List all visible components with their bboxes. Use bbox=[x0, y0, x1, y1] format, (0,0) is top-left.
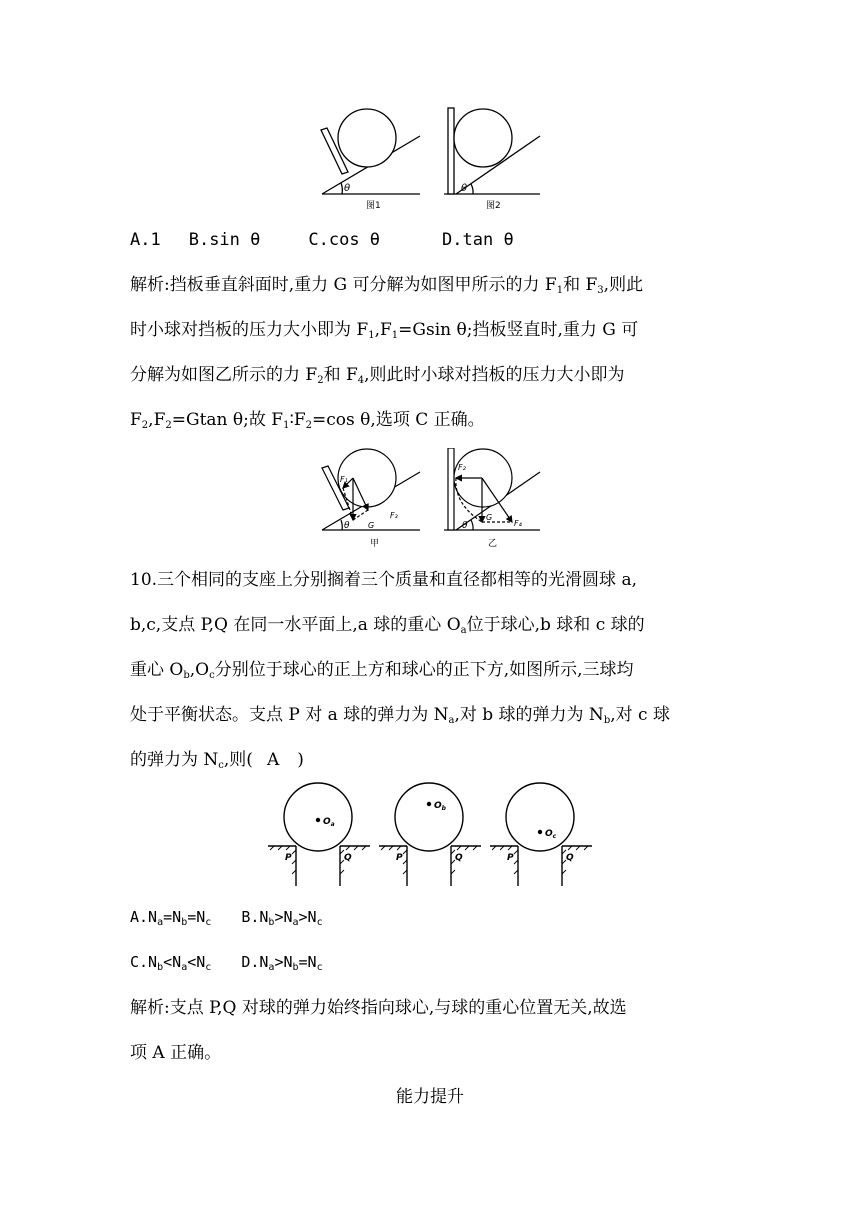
analysis-line: $F_2,F_2=Gtan$ θ;故 $F_1∶F_2=\cos$ θ,选项 C 正确。 bbox=[130, 410, 485, 431]
answer: A bbox=[266, 750, 280, 770]
figure-three-balls bbox=[266, 782, 598, 892]
center-label-a: $O_a$ bbox=[323, 817, 335, 828]
support-label-q: Q bbox=[566, 853, 574, 863]
option-b: $B.N_b>N_a>N_c$ bbox=[241, 908, 323, 928]
analysis-line: 时小球对挡板的压力大小即为 $F_1,F_1=Gsin$ θ;挡板竖直时,重力 G 可 bbox=[130, 320, 639, 341]
theta-label: θ bbox=[344, 521, 350, 531]
support-label-q: Q bbox=[455, 853, 463, 863]
question-10-line: 的弹力为 $N_c$,则( A ) bbox=[130, 750, 304, 771]
figure-caption: 乙 bbox=[488, 539, 498, 549]
force-label: F₂ bbox=[458, 463, 466, 472]
figure-caption: 甲 bbox=[370, 539, 380, 549]
question-10-line: 10.三个相同的支座上分别搁着三个质量和直径都相等的光滑圆球 a, bbox=[130, 570, 637, 590]
option-d: D.tan θ bbox=[442, 230, 514, 250]
question-10-line: 重心 $O_b,O_c$分别位于球心的正上方和球心的正下方,如图所示,三球均 bbox=[130, 660, 634, 681]
figure-force-decomposition bbox=[316, 448, 546, 554]
analysis-line: 分解为如图乙所示的力 $F_2$和 $F_4$,则此时小球对挡板的压力大小即为 bbox=[130, 365, 625, 386]
option-c: C.cos θ bbox=[308, 230, 381, 250]
option-c: $C.N_b<N_a<N_c$ bbox=[130, 953, 212, 973]
question-10-line: b,c,支点 P,Q 在同一水平面上,a 球的重心 $O_a$位于球心,b 球和 c 球的 bbox=[130, 615, 645, 636]
theta-label: θ bbox=[461, 183, 468, 194]
question-10-line: 处于平衡状态。支点 P 对 a 球的弹力为 $N_a$,对 b 球的弹力为 $N_b$,对 c 球 bbox=[130, 705, 670, 726]
analysis-line: 项 A 正确。 bbox=[130, 1043, 222, 1063]
figure-caption: 图2 bbox=[486, 201, 501, 211]
support-label-p: P bbox=[396, 853, 403, 863]
option-b: B.sin θ bbox=[188, 230, 261, 250]
theta-label: θ bbox=[462, 521, 468, 531]
option-a: $A.N_a=N_b=N_c$ bbox=[130, 908, 212, 928]
support-label-q: Q bbox=[344, 853, 352, 863]
center-label-c: $O_c$ bbox=[545, 829, 557, 840]
force-label: F₃ bbox=[390, 511, 398, 520]
option-a: A.1 bbox=[130, 230, 161, 250]
center-label-b: $O_b$ bbox=[434, 801, 446, 812]
q9-options bbox=[130, 228, 735, 252]
q10-options-row bbox=[130, 905, 735, 929]
figure-incline-ball bbox=[316, 106, 546, 216]
analysis-line: 解析:挡板垂直斜面时,重力 G 可分解为如图甲所示的力 $F_1$和 $F_3$,则此 bbox=[130, 275, 644, 296]
force-label: G bbox=[486, 513, 493, 522]
force-label: F₄ bbox=[514, 519, 522, 528]
q10-options-row bbox=[130, 950, 735, 974]
support-label-p: P bbox=[507, 853, 514, 863]
force-label: G bbox=[368, 521, 375, 530]
figure-caption: 图1 bbox=[366, 201, 381, 211]
support-label-p: P bbox=[285, 853, 292, 863]
option-d: $D.N_a>N_b=N_c$ bbox=[241, 953, 323, 973]
theta-label: θ bbox=[344, 183, 351, 194]
section-title: 能力提升 bbox=[396, 1087, 464, 1107]
analysis-line: 解析:支点 P,Q 对球的弹力始终指向球心,与球的重心位置无关,故选 bbox=[130, 998, 627, 1018]
force-label: F₁ bbox=[340, 475, 348, 484]
